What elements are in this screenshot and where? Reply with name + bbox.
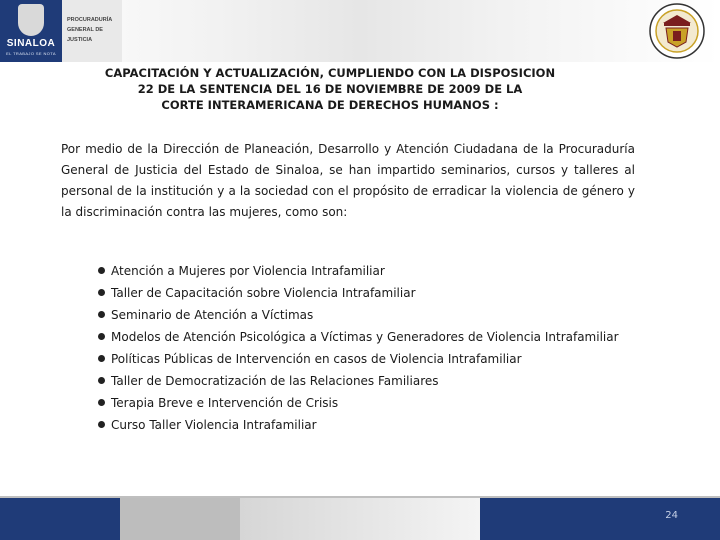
list-item-text: Taller de Capacitación sobre Violencia Intrafamiliar: [111, 286, 416, 300]
list-item: [98, 282, 619, 304]
bullet-icon: [98, 289, 105, 296]
bullet-icon: [98, 267, 105, 274]
course-list: [98, 260, 619, 436]
page-number: 24: [665, 510, 678, 521]
list-item: [98, 370, 619, 392]
bullet-icon: [98, 399, 105, 406]
bullet-icon: [98, 355, 105, 362]
list-item: [98, 326, 619, 348]
agency-name: [67, 15, 121, 45]
state-shield-icon: [18, 4, 44, 36]
list-item-text: Seminario de Atención a Víctimas: [111, 308, 314, 322]
list-item-text: Atención a Mujeres por Violencia Intrafamiliar: [111, 264, 385, 278]
agency-line-3: JUSTICIA: [67, 37, 93, 43]
list-item-text: Taller de Democratización de las Relaciones Familiares: [111, 374, 439, 388]
footer-block-blue-left: [0, 498, 120, 540]
state-motto: EL TRABAJO SE NOTA: [6, 51, 56, 56]
agency-logo: [0, 0, 122, 62]
footer-block-gray: [120, 498, 240, 540]
bullet-icon: [98, 377, 105, 384]
agency-line-2: GENERAL DE: [67, 27, 103, 33]
title-line-3: CORTE INTERAMERICANA DE DERECHOS HUMANOS :: [161, 98, 499, 112]
list-item-text: Políticas Públicas de Intervención en casos de Violencia Intrafamiliar: [111, 352, 522, 366]
list-item: [98, 392, 619, 414]
agency-line-1: PROCURADURÍA: [67, 17, 113, 23]
list-item: [98, 304, 619, 326]
bullet-icon: [98, 421, 105, 428]
list-item-text: Curso Taller Violencia Intrafamiliar: [111, 418, 317, 432]
title-line-1: CAPACITACIÓN Y ACTUALIZACIÓN, CUMPLIENDO CON LA DISPOSICION: [104, 66, 556, 80]
state-name: SINALOA: [6, 38, 56, 49]
list-item-text: Modelos de Atención Psicológica a Víctimas y Generadores de Violencia Intrafamiliar: [111, 330, 619, 344]
bullet-icon: [98, 333, 105, 340]
footer-bar: [0, 498, 720, 540]
title-line-2: 22 DE LA SENTENCIA DEL 16 DE NOVIEMBRE DE 2009 DE LA: [137, 82, 523, 96]
institutional-seal-icon: [646, 2, 708, 60]
footer-block-blue-right: [480, 498, 720, 540]
bullet-icon: [98, 311, 105, 318]
intro-paragraph: Por medio de la Dirección de Planeación, Desarrollo y Atención Ciudadana de la Procuraduría General de Justicia del Estado de Sinaloa, se han impartido seminarios, cursos y talleres al personal de la institución y a la sociedad con el propósito de erradicar la violencia de género y la discriminación contra las mujeres, como son:: [61, 142, 635, 219]
list-item: [98, 348, 619, 370]
footer-block-light: [240, 498, 480, 540]
list-item: [98, 414, 619, 436]
list-item: [98, 260, 619, 282]
list-item-text: Terapia Breve e Intervención de Crisis: [111, 396, 339, 410]
page-title: [90, 65, 570, 113]
